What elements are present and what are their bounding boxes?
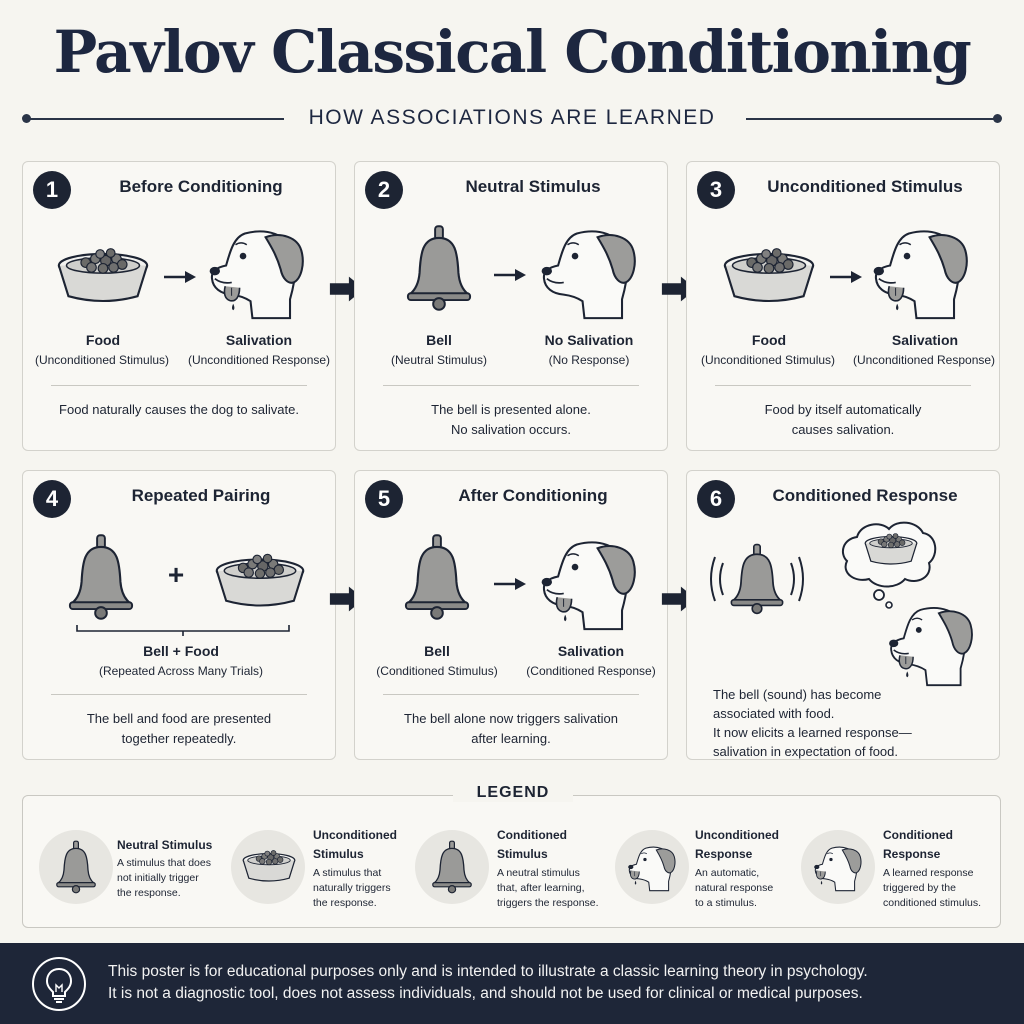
step-number-badge: 3 bbox=[697, 171, 735, 209]
legend-item-conditioned-response bbox=[801, 828, 997, 918]
stimulus-type: (Unconditioned Stimulus) bbox=[700, 353, 836, 367]
response-label: Salivation bbox=[891, 332, 959, 348]
panel-divider bbox=[51, 694, 307, 695]
step-number-badge: 4 bbox=[33, 480, 71, 518]
pairing-bracket bbox=[75, 623, 291, 637]
bell-icon bbox=[431, 840, 473, 894]
legend-box bbox=[22, 784, 1001, 928]
legend-term: Unconditioned Response bbox=[695, 828, 779, 861]
arrow-right-icon bbox=[829, 270, 863, 284]
response-label: No Salivation bbox=[544, 332, 634, 348]
stimulus-label: Bell bbox=[426, 332, 452, 348]
panel-description: Food naturally causes the dog to salivate. bbox=[59, 402, 299, 417]
legend-term: Unconditioned Stimulus bbox=[313, 828, 397, 861]
subtitle-line-right bbox=[746, 118, 998, 120]
bell-icon bbox=[55, 840, 97, 894]
legend-definition: A learned response triggered by the conditioned stimulus. bbox=[883, 867, 982, 909]
stimulus-label: Bell bbox=[424, 643, 450, 659]
drool-icon bbox=[629, 868, 643, 888]
pairing-note: (Repeated Across Many Trials) bbox=[98, 664, 264, 678]
panel-after-conditioning bbox=[354, 470, 668, 760]
legend-item-conditioned-stimulus bbox=[415, 828, 605, 918]
stimulus-label: Food bbox=[85, 332, 121, 348]
pairing-label: Bell + Food bbox=[143, 643, 219, 659]
step-number-badge: 1 bbox=[33, 171, 71, 209]
legend-term: Conditioned Response bbox=[883, 828, 953, 861]
stimulus-type: (Conditioned Stimulus) bbox=[376, 664, 498, 678]
stimulus-label: Food bbox=[751, 332, 787, 348]
legend-title: LEGEND bbox=[453, 784, 573, 802]
panel-divider bbox=[715, 385, 971, 386]
legend-term: Conditioned Stimulus bbox=[497, 828, 567, 861]
bell-icon bbox=[405, 224, 473, 312]
arrow-right-icon bbox=[493, 577, 527, 591]
panel-description: The bell is presented alone. No salivation occurs. bbox=[431, 402, 591, 437]
legend-definition: A neutral stimulus that, after learning, triggers the response. bbox=[497, 867, 599, 909]
response-label: Salivation bbox=[557, 643, 625, 659]
disclaimer-footer bbox=[0, 943, 1024, 1024]
response-label: Salivation bbox=[225, 332, 293, 348]
panel-divider bbox=[383, 385, 639, 386]
page-title: Pavlov Classical Conditioning bbox=[53, 18, 971, 86]
stimulus-type: (Neutral Stimulus) bbox=[390, 353, 488, 367]
ringing-bell-icon bbox=[705, 543, 809, 617]
plus-sign: + bbox=[167, 559, 185, 590]
panel-description: Food by itself automatically causes salivation. bbox=[764, 402, 922, 437]
panel-title: Repeated Pairing bbox=[131, 486, 271, 505]
panel-title: Conditioned Response bbox=[772, 486, 958, 505]
bell-icon bbox=[67, 533, 135, 621]
panel-before-conditioning bbox=[22, 161, 336, 451]
panel-unconditioned-stimulus bbox=[686, 161, 1000, 451]
step-number-badge: 6 bbox=[697, 480, 735, 518]
subtitle-dot-right bbox=[993, 114, 1002, 123]
food-bowl-icon bbox=[213, 553, 307, 611]
panel-title: Before Conditioning bbox=[119, 177, 283, 196]
legend-definition: A stimulus that naturally triggers the response. bbox=[313, 867, 391, 909]
disclaimer-text: This poster is for educational purposes only and is intended to illustrate a classic learning theory in psychology. It is not a diagnostic tool, does not assess individuals, and should not be used for clinical or medical purposes. bbox=[108, 963, 868, 1002]
panel-title: Neutral Stimulus bbox=[465, 177, 601, 196]
legend-item-neutral-stimulus bbox=[39, 828, 219, 918]
food-bowl-icon bbox=[721, 248, 817, 306]
panel-description: The bell and food are presented together repeatedly. bbox=[86, 711, 272, 746]
food-bowl-icon bbox=[241, 850, 297, 884]
arrow-right-icon bbox=[163, 270, 197, 284]
drool-icon bbox=[897, 651, 919, 683]
response-type: (Unconditioned Response) bbox=[852, 353, 996, 367]
legend-definition: An automatic, natural response to a stimulus. bbox=[695, 867, 774, 909]
panel-description: The bell alone now triggers salivation after learning. bbox=[404, 711, 618, 746]
food-bowl-icon bbox=[55, 248, 151, 306]
drool-icon bbox=[222, 282, 246, 316]
legend-item-unconditioned-response bbox=[615, 828, 795, 918]
response-type: (Conditioned Response) bbox=[526, 664, 656, 678]
panel-title: After Conditioning bbox=[458, 486, 608, 505]
arrow-right-icon bbox=[493, 268, 527, 282]
panel-description: The bell (sound) has become associated with food. It now elicits a learned response— salivation in expectation of food. bbox=[713, 687, 912, 759]
step-number-badge: 2 bbox=[365, 171, 403, 209]
legend-term: Neutral Stimulus bbox=[117, 838, 213, 852]
drool-icon bbox=[815, 868, 829, 888]
response-type: (Unconditioned Response) bbox=[187, 353, 331, 367]
response-type: (No Response) bbox=[548, 353, 630, 367]
dog-icon bbox=[539, 226, 643, 320]
thought-bubble-icon bbox=[837, 517, 941, 609]
panel-divider bbox=[51, 385, 307, 386]
panel-repeated-pairing bbox=[22, 470, 336, 760]
panel-conditioned-response bbox=[686, 470, 1000, 760]
legend-item-unconditioned-stimulus bbox=[231, 828, 411, 918]
page-subtitle: HOW ASSOCIATIONS ARE LEARNED bbox=[308, 106, 716, 129]
step-number-badge: 5 bbox=[365, 480, 403, 518]
bell-icon bbox=[403, 533, 471, 621]
drool-icon bbox=[554, 593, 578, 627]
panel-neutral-stimulus bbox=[354, 161, 668, 451]
subtitle-row bbox=[22, 104, 1002, 134]
panel-divider bbox=[383, 694, 639, 695]
drool-icon bbox=[886, 282, 910, 316]
legend-definition: A stimulus that does not initially trigger the response. bbox=[117, 857, 211, 899]
lightbulb-icon bbox=[32, 957, 86, 1011]
panel-title: Unconditioned Stimulus bbox=[767, 177, 963, 196]
stimulus-type: (Unconditioned Stimulus) bbox=[34, 353, 170, 367]
